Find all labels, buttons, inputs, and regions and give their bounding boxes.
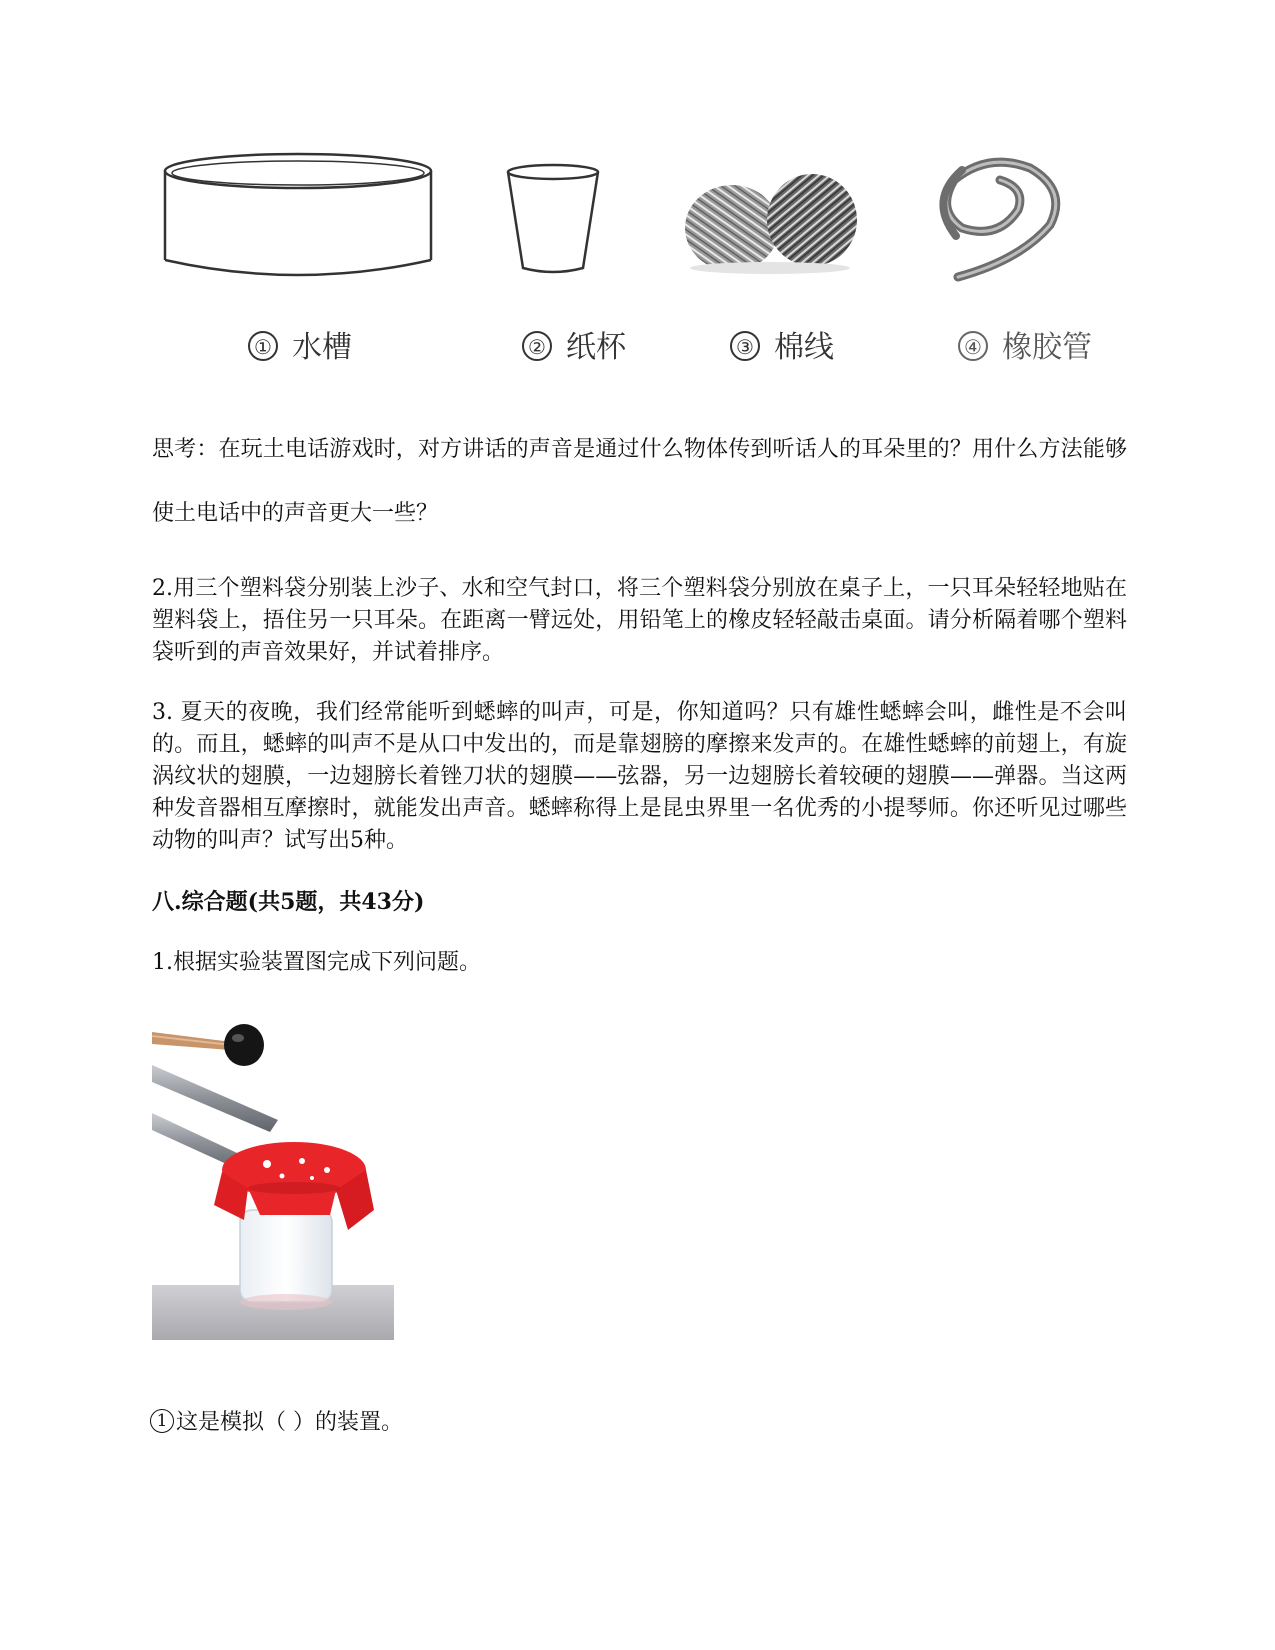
- section-8-heading: 八.综合题(共5题，共43分): [152, 889, 425, 915]
- paper-cup-icon: [508, 165, 598, 272]
- drum-tuning-fork-icon: [152, 1010, 402, 1340]
- water-tank-icon: [165, 154, 431, 275]
- rubber-tube-icon: [943, 162, 1055, 277]
- materials-figure: [150, 140, 1125, 380]
- caption-rubber-tube: ④ 橡胶管: [958, 322, 1092, 366]
- caption-paper-cup: ② 纸杯: [522, 322, 626, 366]
- think-question: 思考：在玩土电话游戏时，对方讲话的声音是通过什么物体传到听话人的耳朵里的？用什么方法能够使土电话中的声音更大一些？: [152, 437, 1127, 526]
- question-2: 2.用三个塑料袋分别装上沙子、水和空气封口，将三个塑料袋分别放在桌子上，一只耳朵轻轻地贴在塑料袋上，捂住另一只耳朵。在距离一臂远处，用铅笔上的橡皮轻轻敲击桌面。请分析隔着哪个塑料袋听到的声音效果好，并试着排序。: [152, 576, 1127, 665]
- caption-cotton-thread: ③ 棉线: [730, 322, 834, 366]
- sub-question-number: 1: [150, 1409, 174, 1433]
- sub-question-text: 这是模拟（ ）的装置。: [176, 1410, 403, 1435]
- section-8-sub-question-1: [150, 1405, 403, 1436]
- caption-water-tank: ① 水槽: [248, 322, 352, 366]
- question-3: 3. 夏天的夜晚，我们经常能听到蟋蟀的叫声，可是，你知道吗？只有雄性蟋蟀会叫，雌性是不会叫的。而且，蟋蟀的叫声不是从口中发出的，而是靠翅膀的摩擦来发声的。在雄性蟋蟀的前翅上，有旋涡纹状的翅膜，一边翅膀长着锉刀状的翅膜——弦器，另一边翅膀长着较硬的翅膜——弹器。当这两种发音器相互摩擦时，就能发出声音。蟋蟀称得上是昆虫界里一名优秀的小提琴师。你还听见过哪些动物的叫声？试写出5种。: [152, 700, 1127, 853]
- section-8-question-1: 1.根据实验装置图完成下列问题。: [152, 950, 481, 975]
- cotton-thread-icon: [685, 174, 857, 274]
